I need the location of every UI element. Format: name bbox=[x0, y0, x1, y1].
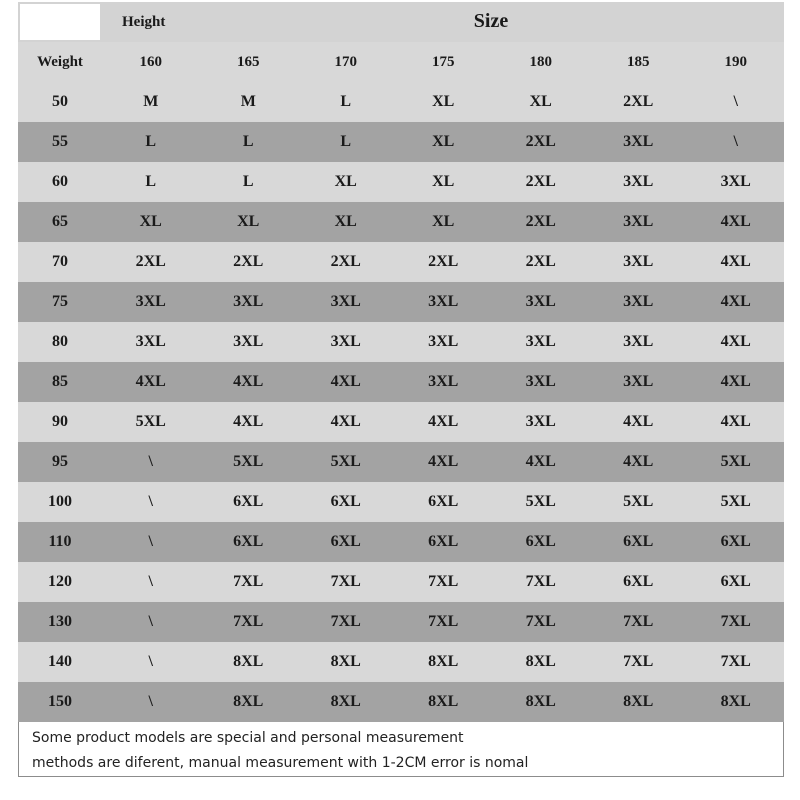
size-cell: XL bbox=[139, 213, 162, 230]
blank-corner-cell bbox=[20, 4, 100, 40]
size-cell: 3XL bbox=[233, 293, 264, 310]
size-cell: 8XL bbox=[623, 693, 654, 710]
size-cell: 7XL bbox=[720, 613, 751, 630]
size-cell: 7XL bbox=[623, 653, 654, 670]
size-cell: 7XL bbox=[525, 613, 556, 630]
size-cell: 7XL bbox=[623, 613, 654, 630]
size-cell: 4XL bbox=[525, 453, 556, 470]
size-cell: 4XL bbox=[135, 373, 166, 390]
table-row bbox=[18, 122, 784, 162]
size-cell: 5XL bbox=[525, 493, 556, 510]
size-cell: 2XL bbox=[525, 253, 556, 270]
header-row bbox=[18, 42, 784, 82]
table-row bbox=[18, 322, 784, 362]
size-cell: XL bbox=[432, 213, 455, 230]
weight-label: Weight bbox=[37, 53, 83, 70]
size-cell: 5XL bbox=[720, 493, 751, 510]
size-cell: 4XL bbox=[720, 293, 751, 310]
height-header: 180 bbox=[529, 53, 552, 70]
table-title-row bbox=[18, 2, 784, 42]
size-cell: 4XL bbox=[720, 333, 751, 350]
note-line-1: Some product models are special and personal measurement bbox=[32, 730, 464, 746]
size-cell: 3XL bbox=[623, 293, 654, 310]
size-cell: L bbox=[242, 133, 254, 150]
size-cell: \ bbox=[148, 453, 153, 470]
table-row bbox=[18, 362, 784, 402]
size-cell: 3XL bbox=[525, 373, 556, 390]
weight-cell: 70 bbox=[52, 253, 68, 270]
size-cell: 8XL bbox=[233, 653, 264, 670]
size-cell: 7XL bbox=[720, 653, 751, 670]
size-cell: 6XL bbox=[233, 493, 264, 510]
size-cell: L bbox=[340, 133, 352, 150]
size-cell: \ bbox=[148, 693, 153, 710]
size-cell: 4XL bbox=[330, 413, 361, 430]
table-row bbox=[18, 442, 784, 482]
size-label: Size bbox=[473, 10, 509, 32]
height-header: 185 bbox=[627, 53, 650, 70]
size-cell: 2XL bbox=[525, 213, 556, 230]
weight-cell: 130 bbox=[48, 613, 72, 630]
weight-cell: 110 bbox=[48, 533, 72, 550]
size-cell: 8XL bbox=[330, 693, 361, 710]
table-body bbox=[18, 82, 784, 722]
weight-cell: 55 bbox=[52, 133, 68, 150]
size-cell: 4XL bbox=[720, 373, 751, 390]
size-cell: 4XL bbox=[233, 413, 264, 430]
size-cell: \ bbox=[733, 133, 738, 150]
size-cell: L bbox=[145, 173, 157, 190]
size-cell: 7XL bbox=[330, 613, 361, 630]
size-cell: 6XL bbox=[525, 533, 556, 550]
height-header: 160 bbox=[139, 53, 162, 70]
height-header: 175 bbox=[432, 53, 455, 70]
size-cell: 8XL bbox=[233, 693, 264, 710]
size-cell: 8XL bbox=[720, 693, 751, 710]
size-cell: \ bbox=[733, 93, 738, 110]
size-cell: XL bbox=[432, 133, 455, 150]
size-cell: 3XL bbox=[525, 333, 556, 350]
weight-cell: 65 bbox=[52, 213, 68, 230]
size-cell: 3XL bbox=[428, 333, 459, 350]
size-cell: 4XL bbox=[720, 213, 751, 230]
weight-cell: 60 bbox=[52, 173, 68, 190]
weight-cell: 75 bbox=[52, 293, 68, 310]
size-cell: 3XL bbox=[525, 293, 556, 310]
size-cell: 6XL bbox=[720, 573, 751, 590]
size-chart bbox=[18, 2, 784, 777]
size-cell: 3XL bbox=[623, 373, 654, 390]
size-cell: 8XL bbox=[428, 653, 459, 670]
weight-cell: 100 bbox=[48, 493, 72, 510]
size-cell: 3XL bbox=[233, 333, 264, 350]
size-cell: 6XL bbox=[623, 573, 654, 590]
height-header: 165 bbox=[237, 53, 260, 70]
measurement-note bbox=[18, 722, 784, 777]
table-row bbox=[18, 602, 784, 642]
size-cell: L bbox=[340, 93, 352, 110]
size-cell: 6XL bbox=[428, 533, 459, 550]
weight-cell: 90 bbox=[52, 413, 68, 430]
size-cell: 6XL bbox=[623, 533, 654, 550]
size-cell: XL bbox=[334, 173, 357, 190]
size-cell: 3XL bbox=[720, 173, 751, 190]
size-cell: 3XL bbox=[330, 333, 361, 350]
size-cell: 4XL bbox=[720, 413, 751, 430]
size-cell: 7XL bbox=[233, 613, 264, 630]
table-row bbox=[18, 242, 784, 282]
weight-cell: 80 bbox=[52, 333, 68, 350]
size-cell: 2XL bbox=[330, 253, 361, 270]
size-cell: 8XL bbox=[525, 693, 556, 710]
size-cell: 2XL bbox=[525, 133, 556, 150]
size-cell: 3XL bbox=[623, 333, 654, 350]
size-cell: 3XL bbox=[428, 373, 459, 390]
size-cell: XL bbox=[334, 213, 357, 230]
size-cell: 6XL bbox=[233, 533, 264, 550]
size-cell: 5XL bbox=[233, 453, 264, 470]
note-line-2: methods are diferent, manual measurement with 1-2CM error is nomal bbox=[32, 755, 529, 771]
size-cell: 3XL bbox=[428, 293, 459, 310]
size-cell: \ bbox=[148, 653, 153, 670]
size-cell: 4XL bbox=[330, 373, 361, 390]
table-row bbox=[18, 202, 784, 242]
weight-cell: 140 bbox=[48, 653, 72, 670]
height-label: Height bbox=[122, 14, 166, 30]
size-cell: 6XL bbox=[428, 493, 459, 510]
size-cell: 3XL bbox=[135, 293, 166, 310]
size-cell: 2XL bbox=[428, 253, 459, 270]
size-cell: \ bbox=[148, 573, 153, 590]
size-cell: 5XL bbox=[720, 453, 751, 470]
size-cell: 3XL bbox=[525, 413, 556, 430]
size-cell: 8XL bbox=[330, 653, 361, 670]
size-cell: \ bbox=[148, 493, 153, 510]
size-cell: 7XL bbox=[525, 573, 556, 590]
size-cell: XL bbox=[432, 173, 455, 190]
size-cell: 5XL bbox=[623, 493, 654, 510]
size-cell: 6XL bbox=[330, 493, 361, 510]
size-cell: 5XL bbox=[135, 413, 166, 430]
height-header: 190 bbox=[724, 53, 747, 70]
table-row bbox=[18, 282, 784, 322]
size-cell: 3XL bbox=[135, 333, 166, 350]
size-cell: 3XL bbox=[623, 253, 654, 270]
size-cell: 3XL bbox=[623, 213, 654, 230]
size-cell: 2XL bbox=[623, 93, 654, 110]
size-cell: 4XL bbox=[720, 253, 751, 270]
table-row bbox=[18, 482, 784, 522]
table-row bbox=[18, 682, 784, 722]
size-cell: L bbox=[242, 173, 254, 190]
size-cell: 4XL bbox=[623, 453, 654, 470]
weight-cell: 50 bbox=[52, 93, 68, 110]
size-cell: 4XL bbox=[428, 413, 459, 430]
size-cell: 6XL bbox=[330, 533, 361, 550]
size-cell: 3XL bbox=[330, 293, 361, 310]
table-row bbox=[18, 522, 784, 562]
size-cell: XL bbox=[529, 93, 552, 110]
size-cell: 8XL bbox=[525, 653, 556, 670]
table-row bbox=[18, 402, 784, 442]
size-cell: \ bbox=[148, 533, 153, 550]
size-cell: XL bbox=[237, 213, 260, 230]
size-cell: 4XL bbox=[428, 453, 459, 470]
height-header: 170 bbox=[334, 53, 357, 70]
weight-cell: 120 bbox=[48, 573, 72, 590]
size-cell: 4XL bbox=[233, 373, 264, 390]
weight-cell: 85 bbox=[52, 373, 68, 390]
size-cell: 6XL bbox=[720, 533, 751, 550]
size-cell: 2XL bbox=[233, 253, 264, 270]
size-cell: L bbox=[145, 133, 157, 150]
size-cell: 7XL bbox=[330, 573, 361, 590]
size-cell: 7XL bbox=[428, 573, 459, 590]
table-row bbox=[18, 642, 784, 682]
size-cell: 2XL bbox=[525, 173, 556, 190]
size-cell: XL bbox=[432, 93, 455, 110]
size-cell: 7XL bbox=[428, 613, 459, 630]
size-cell: 7XL bbox=[233, 573, 264, 590]
table-row bbox=[18, 82, 784, 122]
size-cell: M bbox=[240, 93, 256, 110]
table-row bbox=[18, 162, 784, 202]
size-cell: 3XL bbox=[623, 133, 654, 150]
table-row bbox=[18, 562, 784, 602]
size-cell: 3XL bbox=[623, 173, 654, 190]
size-cell: 8XL bbox=[428, 693, 459, 710]
weight-cell: 150 bbox=[48, 693, 72, 710]
size-cell: \ bbox=[148, 613, 153, 630]
size-cell: 5XL bbox=[330, 453, 361, 470]
size-cell: 4XL bbox=[623, 413, 654, 430]
weight-cell: 95 bbox=[52, 453, 68, 470]
size-cell: 2XL bbox=[135, 253, 166, 270]
size-cell: M bbox=[143, 93, 159, 110]
